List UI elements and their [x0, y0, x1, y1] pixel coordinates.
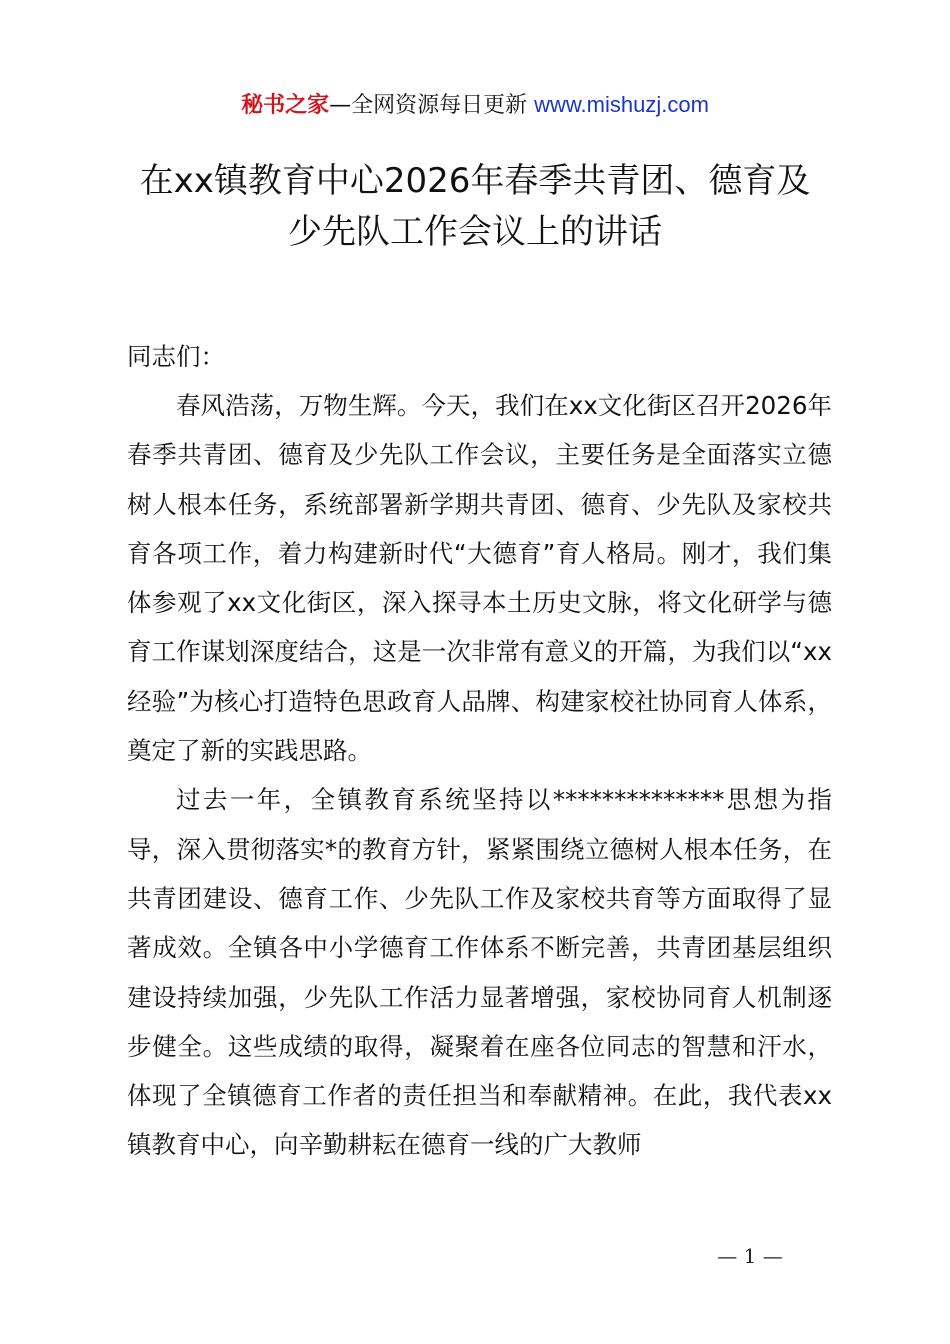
- header-tagline: —全网资源每日更新: [329, 93, 535, 118]
- title-line-1: 在xx镇教育中心2026年春季共青团、德育及: [139, 161, 811, 201]
- document-title: [60, 156, 890, 258]
- header-url-link[interactable]: www.mishuzj.com: [534, 92, 709, 117]
- site-header: [0, 88, 950, 123]
- salutation: 同志们：: [127, 342, 225, 371]
- title-line-2: 少先队工作会议上的讲话: [288, 212, 662, 252]
- document-body: [127, 332, 832, 1170]
- brand-name: 秘书之家: [241, 93, 330, 118]
- paragraph-1: 春风浩荡，万物生辉。今天，我们在xx文化街区召开2026年春季共青团、德育及少先队工作会议，主要任务是全面落实立德树人根本任务，系统部署新学期共青团、德育、少先队及家校共育各项工作，着力构建新时代“大德育”育人格局。刚才，我们集体参观了xx文化街区，深入探寻本土历史文脉，将文化研学与德育工作谋划深度结合，这是一次非常有意义的开篇，为我们以“xx经验”为核心打造特色思政育人品牌、构建家校社协同育人体系，奠定了新的实践思路。: [127, 391, 832, 766]
- page-number: — 1 —: [717, 1244, 783, 1268]
- paragraph-2: 过去一年，全镇教育系统坚持以**************思想为指导，深入贯彻落实*的教育方针，紧紧围绕立德树人根本任务，在共青团建设、德育工作、少先队工作及家校共育等方面取得了显著成效。全镇各中小学德育工作体系不断完善，共青团基层组织建设持续加强，少先队工作活力显著增强，家校协同育人机制逐步健全。这些成绩的取得，凝聚着在座各位同志的智慧和汗水，体现了全镇德育工作者的责任担当和奉献精神。在此，我代表xx镇教育中心，向辛勤耕耘在德育一线的广大教师: [127, 785, 832, 1160]
